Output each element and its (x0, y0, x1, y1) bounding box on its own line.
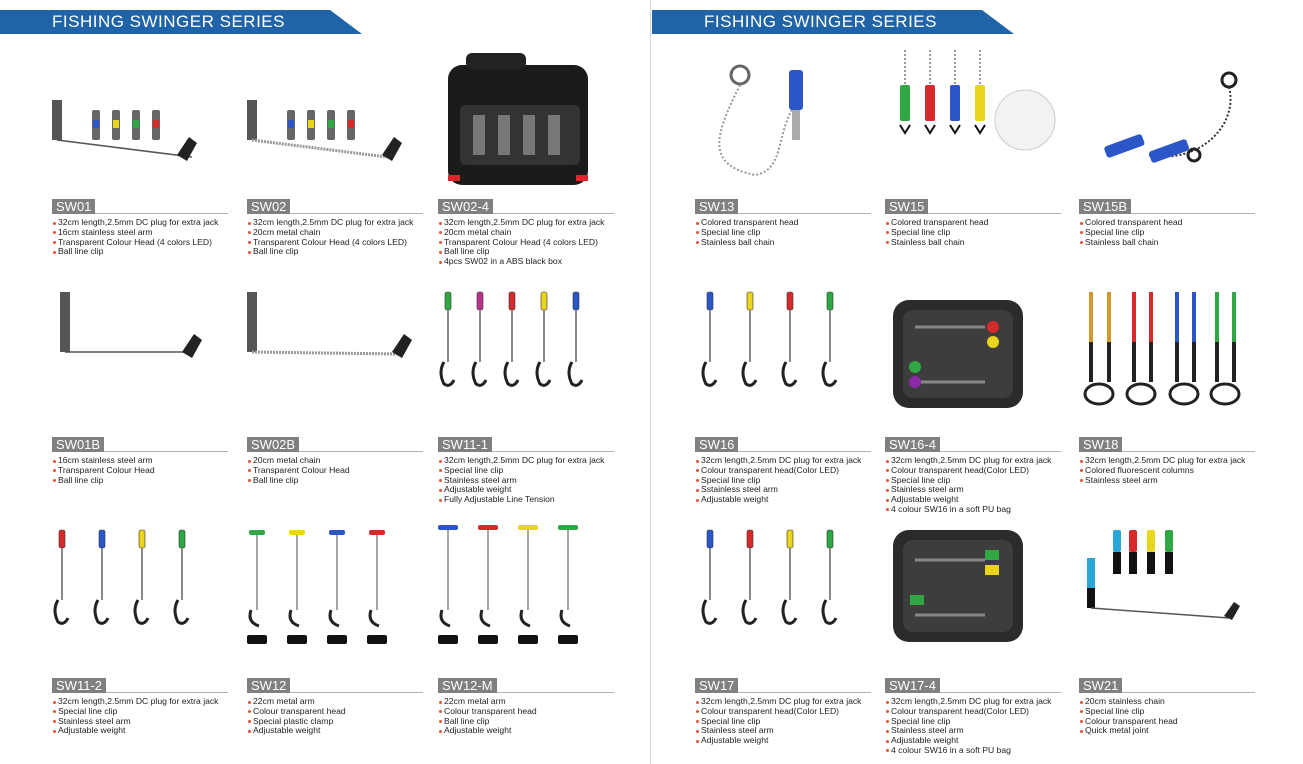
product-code: SW02-4 (438, 199, 493, 214)
feature-item: Adjustable weight (438, 485, 620, 495)
feature-item: 32cm length,2.5mm DC plug for extra jack (885, 456, 1067, 466)
feature-item: Colour transparent head (1079, 717, 1261, 727)
product-code: SW16-4 (885, 437, 940, 452)
feature-item: Ball line clip (247, 247, 429, 257)
feature-item: 4 colour SW16 in a soft PU bag (885, 746, 1067, 756)
header-title: FISHING SWINGER SERIES (704, 12, 937, 31)
feature-item: Colored fluorescent columns (1079, 466, 1261, 476)
feature-item: 20cm metal chain (438, 228, 620, 238)
product-code: SW11-1 (438, 437, 492, 452)
product-image (695, 45, 871, 195)
page-spine (650, 0, 651, 764)
feature-item: Transparent Colour Head (4 colors LED) (52, 238, 234, 248)
feature-item: Adjustable weight (52, 726, 234, 736)
feature-item: Special line clip (695, 476, 877, 486)
product-code: SW21 (1079, 678, 1122, 693)
feature-item: 16cm stainless steel arm (52, 456, 234, 466)
product-image (438, 282, 614, 432)
product-image (438, 520, 614, 670)
product-code-bar (695, 678, 871, 693)
product-image (52, 520, 228, 670)
product-code-bar (1079, 437, 1255, 452)
series-header (652, 10, 1014, 34)
feature-item: Special line clip (885, 228, 1067, 238)
feature-item: 20cm stainless chain (1079, 697, 1261, 707)
product-card (438, 520, 614, 764)
product-code-bar (885, 678, 1061, 693)
product-code-bar (52, 678, 228, 693)
feature-item: 32cm length,2.5mm DC plug for extra jack (438, 456, 620, 466)
feature-item: Colour transparent head(Color LED) (695, 466, 877, 476)
feature-item: Fully Adjustable Line Tension (438, 495, 620, 505)
product-code: SW15B (1079, 199, 1131, 214)
product-image (885, 520, 1061, 670)
product-code: SW02 (247, 199, 290, 214)
feature-item: 22cm metal arm (247, 697, 429, 707)
product-code: SW15 (885, 199, 928, 214)
feature-item: 20cm metal chain (247, 228, 429, 238)
feature-item: 32cm length,2.5mm DC plug for extra jack (247, 218, 429, 228)
feature-item: Colour transparent head (438, 707, 620, 717)
feature-item: Special line clip (52, 707, 234, 717)
feature-item: Colour transparent head(Color LED) (885, 466, 1067, 476)
feature-item: Stainless ball chain (695, 238, 877, 248)
feature-list (438, 218, 620, 267)
feature-list (52, 697, 234, 736)
feature-item: Colour transparent head(Color LED) (885, 707, 1067, 717)
feature-item: 32cm length,2.5mm DC plug for extra jack (52, 697, 234, 707)
product-image (695, 282, 871, 432)
feature-item: Adjustable weight (438, 726, 620, 736)
feature-list (247, 456, 429, 485)
feature-item: Stainless steel arm (438, 476, 620, 486)
product-card (1079, 520, 1255, 764)
feature-item: Stainless steel arm (1079, 476, 1261, 486)
feature-item: Special line clip (1079, 228, 1261, 238)
product-card (695, 520, 871, 764)
product-code: SW02B (247, 437, 299, 452)
feature-item: Special line clip (885, 717, 1067, 727)
feature-item: Transparent Colour Head (247, 466, 429, 476)
feature-item: Special line clip (1079, 707, 1261, 717)
feature-list (885, 697, 1067, 756)
feature-list (247, 697, 429, 736)
feature-item: Adjustable weight (885, 736, 1067, 746)
feature-item: Stainless steel arm (52, 717, 234, 727)
product-code: SW17 (695, 678, 738, 693)
feature-list (885, 218, 1067, 247)
feature-list (885, 456, 1067, 515)
left-page (0, 0, 650, 764)
feature-item: Stainless steel arm (695, 726, 877, 736)
feature-item: 32cm length,2.5mm DC plug for extra jack (438, 218, 620, 228)
product-code: SW18 (1079, 437, 1122, 452)
feature-item: Ball line clip (438, 717, 620, 727)
feature-item: Special line clip (885, 476, 1067, 486)
feature-item: Special line clip (438, 466, 620, 476)
product-code: SW11-2 (52, 678, 106, 693)
feature-item: Stainless ball chain (885, 238, 1067, 248)
product-code-bar (1079, 678, 1255, 693)
feature-item: 32cm length,2.5mm DC plug for extra jack (885, 697, 1067, 707)
product-image (1079, 520, 1255, 670)
feature-list (695, 456, 877, 505)
feature-item: 32cm length,2.5mm DC plug for extra jack (695, 456, 877, 466)
feature-item: Colour transparent head (247, 707, 429, 717)
product-code: SW16 (695, 437, 738, 452)
feature-item: Special line clip (695, 717, 877, 727)
feature-item: Colour transparent head(Color LED) (695, 707, 877, 717)
feature-list (1079, 218, 1261, 247)
product-code: SW01B (52, 437, 104, 452)
product-code-bar (438, 199, 614, 214)
feature-list (247, 218, 429, 257)
feature-item: Ball line clip (247, 476, 429, 486)
feature-item: Transparent Colour Head (4 colors LED) (247, 238, 429, 248)
feature-item: Adjustable weight (695, 495, 877, 505)
series-header (0, 10, 362, 34)
feature-list (1079, 697, 1261, 736)
product-card (885, 520, 1061, 764)
feature-item: Special line clip (695, 228, 877, 238)
feature-item: 32cm length,2.5mm DC plug for extra jack (52, 218, 234, 228)
feature-list (438, 697, 620, 736)
product-code: SW01 (52, 199, 95, 214)
product-code-bar (52, 199, 228, 214)
product-code-bar (438, 437, 614, 452)
product-code-bar (1079, 199, 1255, 214)
product-card (52, 520, 228, 764)
feature-item: Ball line clip (52, 476, 234, 486)
feature-item: 4 colour SW16 in a soft PU bag (885, 505, 1067, 515)
feature-list (52, 456, 234, 485)
feature-item: Special plastic clamp (247, 717, 429, 727)
feature-item: Adjustable weight (695, 736, 877, 746)
feature-item: Ball line clip (438, 247, 620, 257)
product-code: SW12 (247, 678, 290, 693)
product-image (885, 45, 1061, 195)
feature-item: Colored transparent head (885, 218, 1067, 228)
feature-item: Stainless ball chain (1079, 238, 1261, 248)
product-code: SW17-4 (885, 678, 940, 693)
product-image (247, 520, 423, 670)
feature-item: Transparent Colour Head (52, 466, 234, 476)
feature-list (1079, 456, 1261, 485)
product-image (247, 45, 423, 195)
feature-item: 16cm stainless steel arm (52, 228, 234, 238)
product-code-bar (885, 437, 1061, 452)
product-image (1079, 45, 1255, 195)
feature-item: Colored transparent head (1079, 218, 1261, 228)
feature-item: Stainless steel arm (885, 726, 1067, 736)
feature-item: 20cm metal chain (247, 456, 429, 466)
feature-item: 32cm length,2.5mm DC plug for extra jack (695, 697, 877, 707)
feature-item: Ball line clip (52, 247, 234, 257)
product-image (247, 282, 423, 432)
product-code-bar (247, 437, 423, 452)
feature-item: Adjustable weight (885, 495, 1067, 505)
feature-item: Sstainless steel arm (695, 485, 877, 495)
right-page (652, 0, 1303, 764)
feature-list (438, 456, 620, 505)
feature-list (695, 697, 877, 746)
product-code-bar (695, 199, 871, 214)
feature-item: Stainless steel arm (885, 485, 1067, 495)
product-code-bar (247, 678, 423, 693)
feature-item: Quick metal joint (1079, 726, 1261, 736)
product-code-bar (885, 199, 1061, 214)
product-code-bar (52, 437, 228, 452)
feature-list (52, 218, 234, 257)
feature-item: Adjustable weight (247, 726, 429, 736)
product-image (52, 45, 228, 195)
feature-item: Colored transparent head (695, 218, 877, 228)
product-image (885, 282, 1061, 432)
feature-item: 4pcs SW02 in a ABS black box (438, 257, 620, 267)
product-code-bar (247, 199, 423, 214)
feature-item: 32cm length,2.5mm DC plug for extra jack (1079, 456, 1261, 466)
product-image (695, 520, 871, 670)
feature-list (695, 218, 877, 247)
feature-item: Transparent Colour Head (4 colors LED) (438, 238, 620, 248)
product-card (247, 520, 423, 764)
product-image (438, 45, 614, 195)
product-code-bar (438, 678, 614, 693)
product-code: SW13 (695, 199, 738, 214)
product-code-bar (695, 437, 871, 452)
product-image (52, 282, 228, 432)
product-image (1079, 282, 1255, 432)
product-code: SW12-M (438, 678, 497, 693)
feature-item: 22cm metal arm (438, 697, 620, 707)
header-title: FISHING SWINGER SERIES (52, 12, 285, 31)
